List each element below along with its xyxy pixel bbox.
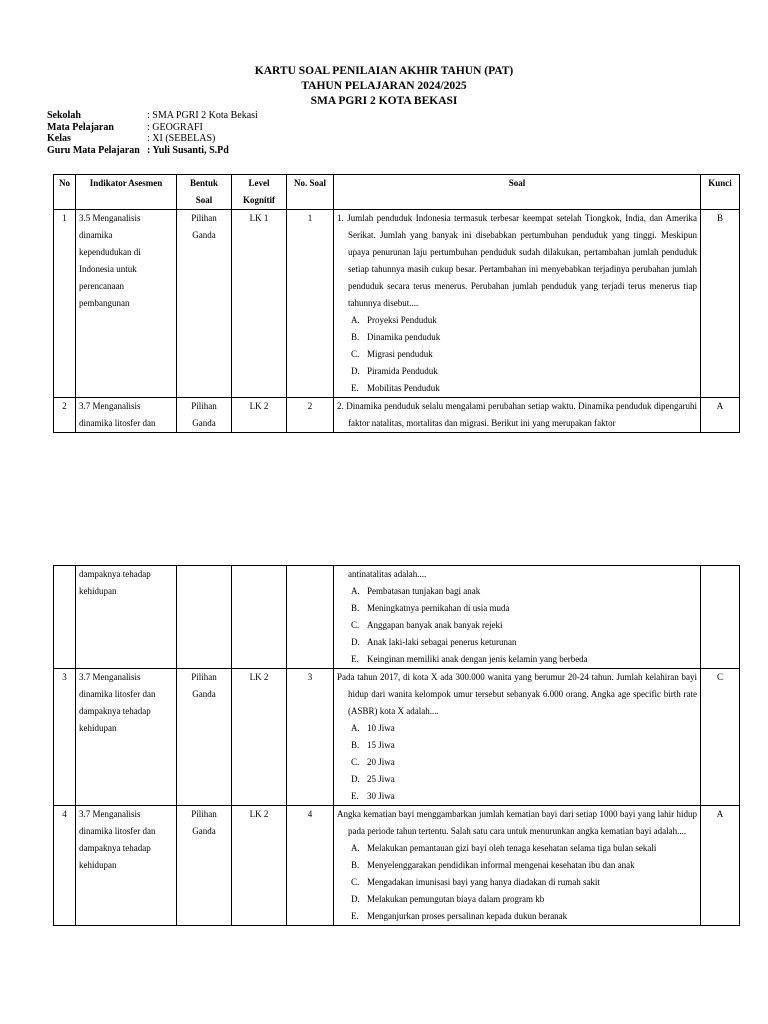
option-letter: B. bbox=[351, 332, 360, 342]
indikator-line: dampaknya tehadap bbox=[79, 569, 151, 579]
table-header-row bbox=[54, 175, 740, 210]
option-letter: A. bbox=[351, 315, 360, 325]
info-value: : SMA PGRI 2 Kota Bekasi bbox=[147, 110, 258, 121]
bentuk-line: Ganda bbox=[192, 689, 216, 699]
indikator-line: kehidupan bbox=[79, 723, 117, 733]
bentuk-line: Ganda bbox=[192, 826, 216, 836]
cell-kunci: B bbox=[701, 210, 740, 398]
col-header-no: No bbox=[54, 175, 76, 210]
indikator-line: 3.7 Menganalisis bbox=[79, 401, 141, 411]
option-text: Menganjurkan proses persalinan kepada dukun beranak bbox=[367, 911, 568, 921]
option-letter: C. bbox=[351, 620, 360, 630]
bentuk-line: Ganda bbox=[192, 230, 216, 240]
cell-bentuk bbox=[177, 210, 232, 398]
cell-kunci: A bbox=[701, 806, 740, 926]
indikator-line: dinamika litosfer dan bbox=[79, 689, 156, 699]
option-letter: A. bbox=[351, 586, 360, 596]
col-header-nosoal: No. Soal bbox=[287, 175, 334, 210]
option-item bbox=[337, 857, 697, 874]
info-label: Sekolah bbox=[47, 110, 81, 121]
option-item bbox=[337, 891, 697, 908]
info-row-mapel bbox=[47, 122, 258, 134]
table-row bbox=[54, 669, 740, 806]
option-letter: D. bbox=[351, 894, 360, 904]
option-letter: D. bbox=[351, 366, 360, 376]
cell-nosoal: 1 bbox=[287, 210, 334, 398]
cell-bentuk bbox=[177, 398, 232, 433]
header-line: Level bbox=[248, 178, 270, 188]
bentuk-line: Pilihan bbox=[191, 213, 217, 223]
option-text: Dinamika penduduk bbox=[367, 332, 441, 342]
cell-bentuk bbox=[177, 806, 232, 926]
info-value: : XI (SEBELAS) bbox=[147, 133, 216, 144]
option-letter: D. bbox=[351, 637, 360, 647]
header-school: SMA PGRI 2 KOTA BEKASI bbox=[310, 95, 458, 107]
cell-nosoal: 3 bbox=[287, 669, 334, 806]
header-line: Soal bbox=[195, 195, 213, 205]
question-text: Pada tahun 2017, di kota X ada 300.000 wanita yang berumur 20-24 tahun. Jumlah kelahiran bayi hidup dari wanita kelompok umur tersebut sebanyak 6.000 orang. Angka age specific birth rate (ASBR) kota X adalah.... bbox=[337, 672, 697, 716]
option-text: Keinginan memiliki anak dengan jenis kelamin yang berbeda bbox=[367, 654, 588, 664]
question-table-page1 bbox=[53, 174, 740, 433]
info-value: : Yuli Susanti, S.Pd bbox=[147, 144, 229, 156]
option-item bbox=[337, 771, 697, 788]
option-letter: C. bbox=[351, 349, 360, 359]
cell-indikator bbox=[76, 398, 177, 433]
option-text: 20 Jiwa bbox=[367, 757, 395, 767]
option-item bbox=[337, 754, 697, 771]
option-text: 15 Jiwa bbox=[367, 740, 395, 750]
option-text: 25 Jiwa bbox=[367, 774, 395, 784]
option-text: 10 Jiwa bbox=[367, 723, 395, 733]
table-row bbox=[54, 398, 740, 433]
cell-no: 1 bbox=[54, 210, 76, 398]
info-label: Mata Pelajaran bbox=[47, 121, 114, 133]
cell-indikator bbox=[76, 210, 177, 398]
cell-soal bbox=[334, 398, 701, 433]
option-item bbox=[337, 788, 697, 805]
col-header-soal: Soal bbox=[334, 175, 701, 210]
indikator-line: 3.5 Menganalisis bbox=[79, 213, 141, 223]
option-item bbox=[337, 908, 697, 925]
table-row bbox=[54, 806, 740, 926]
header-year: TAHUN PELAJARAN 2024/2025 bbox=[301, 80, 467, 92]
cell-level bbox=[232, 566, 287, 669]
indikator-line: 3.7 Menganalisis bbox=[79, 809, 141, 819]
option-text: Melakukan pemungutan biaya dalam program kb bbox=[367, 894, 545, 904]
option-item bbox=[337, 312, 697, 329]
option-text: Menyelenggarakan pendidikan informal mengenai kesehatan ibu dan anak bbox=[367, 860, 635, 870]
col-header-indikator: Indikator Asesmen bbox=[76, 175, 177, 210]
option-item bbox=[337, 346, 697, 363]
option-letter: C. bbox=[351, 877, 360, 887]
option-letter: B. bbox=[351, 603, 360, 613]
option-letter: E. bbox=[351, 791, 359, 801]
info-value: : GEOGRAFI bbox=[147, 121, 203, 133]
cell-no bbox=[54, 566, 76, 669]
option-text: Mengadakan imunisasi bayi yang hanya diadakan di rumah sakit bbox=[367, 877, 600, 887]
question-text: 1. Jumlah penduduk Indonesia termasuk terbesar keempat setelah Tiongkok, India, dan Amerika Serikat. Jumlah yang banyak ini disebabkan pertumbuhan penduduk yang tinggi. Meskipun upaya penurunan laju pertumbuhan penduduk sudah dilakukan, pertambahan jumlah penduduk setiap tahunnya masih cukup besar. Pertambahan ini menyebabkan terjadinya perubahan jumlah penduduk secara terus menerus. Perubahan jumlah penduduk yang terjadi terus menerus tiap tahunnya disebut.... bbox=[337, 213, 697, 308]
option-letter: E. bbox=[351, 383, 359, 393]
header-line: Bentuk bbox=[189, 178, 218, 188]
option-text: 30 Jiwa bbox=[367, 791, 395, 801]
cell-indikator bbox=[76, 806, 177, 926]
option-text: Melakukan pemantauan gizi bayi oleh tenaga kesehatan selama tiga bulan sekali bbox=[367, 843, 657, 853]
indikator-line: pembangunan bbox=[79, 298, 130, 308]
indikator-line: perencanaan bbox=[79, 281, 124, 291]
cell-bentuk bbox=[177, 669, 232, 806]
cell-kunci: C bbox=[701, 669, 740, 806]
cell-no: 3 bbox=[54, 669, 76, 806]
question-text: antinatalitas adalah.... bbox=[348, 569, 427, 579]
option-item bbox=[337, 720, 697, 737]
bentuk-line: Pilihan bbox=[191, 672, 217, 682]
option-item bbox=[337, 329, 697, 346]
info-block bbox=[47, 110, 258, 156]
indikator-line: dampaknya tehadap bbox=[79, 843, 151, 853]
option-text: Anak laki-laki sebagai penerus keturunan bbox=[367, 637, 517, 647]
indikator-line: Indonesia untuk bbox=[79, 264, 137, 274]
document-header bbox=[0, 64, 768, 109]
option-letter: C. bbox=[351, 757, 360, 767]
table-row bbox=[54, 210, 740, 398]
table-row bbox=[54, 566, 740, 669]
option-item bbox=[337, 380, 697, 397]
cell-nosoal: 2 bbox=[287, 398, 334, 433]
option-letter: A. bbox=[351, 723, 360, 733]
cell-level: LK 2 bbox=[232, 398, 287, 433]
cell-soal bbox=[334, 669, 701, 806]
indikator-line: dinamika litosfer dan bbox=[79, 826, 156, 836]
option-item bbox=[337, 634, 697, 651]
cell-level: LK 2 bbox=[232, 669, 287, 806]
option-text: Proyeksi Penduduk bbox=[367, 315, 437, 325]
question-text: Angka kematian bayi menggambarkan jumlah kematian bayi dari setiap 1000 bayi yang lahir hidup pada periode tahun tertentu. Salah satu cara untuk menurunkan angka kematian bayi adalah.... bbox=[337, 809, 697, 836]
question-text: 2. Dinamika penduduk selalu mengalami perubahan setiap waktu. Dinamika penduduk dipengaruhi faktor natalitas, mortalitas dan migrasi. Berikut ini yang merupakan faktor bbox=[337, 401, 697, 428]
cell-bentuk bbox=[177, 566, 232, 669]
header-line: Kognitif bbox=[242, 195, 275, 205]
info-row-kelas bbox=[47, 133, 258, 145]
indikator-line: kependudukan di bbox=[79, 247, 141, 257]
option-text: Mobilitas Penduduk bbox=[367, 383, 440, 393]
bentuk-line: Ganda bbox=[192, 418, 216, 428]
bentuk-line: Pilihan bbox=[191, 809, 217, 819]
option-text: Anggapan banyak anak banyak rejeki bbox=[367, 620, 503, 630]
option-item bbox=[337, 874, 697, 891]
cell-indikator bbox=[76, 669, 177, 806]
option-item bbox=[337, 737, 697, 754]
cell-soal bbox=[334, 566, 701, 669]
cell-soal bbox=[334, 210, 701, 398]
option-text: Pembatasan tunjakan bagi anak bbox=[367, 586, 481, 596]
indikator-line: kehidupan bbox=[79, 586, 117, 596]
info-label: Guru Mata Pelajaran bbox=[47, 144, 140, 156]
cell-level: LK 1 bbox=[232, 210, 287, 398]
indikator-line: kehidupan bbox=[79, 860, 117, 870]
option-item bbox=[337, 617, 697, 634]
option-letter: B. bbox=[351, 740, 360, 750]
option-letter: D. bbox=[351, 774, 360, 784]
info-label: Kelas bbox=[47, 133, 71, 144]
option-letter: A. bbox=[351, 843, 360, 853]
cell-kunci: A bbox=[701, 398, 740, 433]
option-text: Migrasi penduduk bbox=[367, 349, 433, 359]
cell-indikator bbox=[76, 566, 177, 669]
col-header-level bbox=[232, 175, 287, 210]
cell-no: 2 bbox=[54, 398, 76, 433]
option-letter: E. bbox=[351, 654, 359, 664]
cell-level: LK 2 bbox=[232, 806, 287, 926]
option-item bbox=[337, 651, 697, 668]
indikator-line: 3.7 Menganalisis bbox=[79, 672, 141, 682]
option-item bbox=[337, 840, 697, 857]
option-item bbox=[337, 600, 697, 617]
indikator-line: dinamika litosfer dan bbox=[79, 418, 156, 428]
cell-nosoal bbox=[287, 566, 334, 669]
option-text: Meningkatnya pernikahan di usia muda bbox=[367, 603, 510, 613]
option-text: Piramida Penduduk bbox=[367, 366, 438, 376]
option-letter: B. bbox=[351, 860, 360, 870]
indikator-line: dampaknya tehadap bbox=[79, 706, 151, 716]
option-letter: E. bbox=[351, 911, 359, 921]
cell-kunci bbox=[701, 566, 740, 669]
option-item bbox=[337, 363, 697, 380]
cell-no: 4 bbox=[54, 806, 76, 926]
bentuk-line: Pilihan bbox=[191, 401, 217, 411]
cell-nosoal: 4 bbox=[287, 806, 334, 926]
cell-soal bbox=[334, 806, 701, 926]
question-table-page2 bbox=[53, 565, 740, 926]
info-row-sekolah bbox=[47, 110, 258, 122]
info-row-guru bbox=[47, 145, 258, 157]
indikator-line: dinamika bbox=[79, 230, 113, 240]
col-header-bentuk bbox=[177, 175, 232, 210]
header-title: KARTU SOAL PENILAIAN AKHIR TAHUN (PAT) bbox=[254, 65, 514, 77]
option-item bbox=[337, 583, 697, 600]
col-header-kunci: Kunci bbox=[701, 175, 740, 210]
